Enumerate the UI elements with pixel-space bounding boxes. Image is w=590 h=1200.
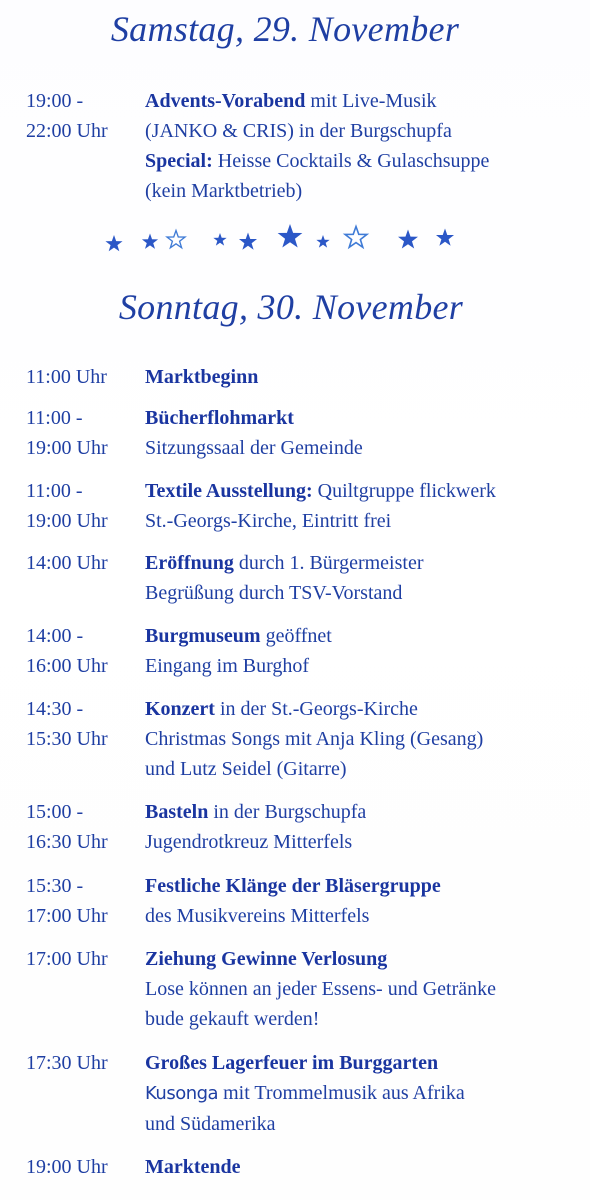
saturday-title: Samstag, 29. November bbox=[110, 9, 460, 49]
entry-title: Konzert bbox=[145, 698, 215, 720]
entry-description bbox=[145, 86, 575, 206]
entry-detail: Lose können an jeder Essens- und Getränke bbox=[145, 978, 496, 1000]
entry-title: Textile Ausstellung: bbox=[145, 480, 313, 502]
star-icon bbox=[436, 229, 454, 246]
sunday-title: Sonntag, 30. November bbox=[118, 287, 464, 327]
entry-title-rest: Quiltgruppe flickwerk bbox=[312, 480, 496, 502]
entry-description bbox=[145, 797, 575, 857]
entry-description bbox=[145, 621, 575, 681]
time-start: 14:00 - bbox=[26, 625, 84, 647]
entry-title: Basteln bbox=[145, 801, 209, 823]
entry-description bbox=[145, 1048, 575, 1139]
entry-title-rest: in der Burgschupfa bbox=[208, 801, 367, 823]
entry-description bbox=[145, 362, 575, 392]
entry-description bbox=[145, 871, 575, 931]
entry-detail: Begrüßung durch TSV-Vorstand bbox=[145, 582, 403, 604]
star-icon bbox=[239, 233, 257, 250]
star-icon bbox=[142, 234, 158, 249]
entry-detail: und Lutz Seidel (Gitarre) bbox=[145, 758, 347, 780]
time-end: 17:00 Uhr bbox=[26, 905, 108, 927]
time-end: 19:00 Uhr bbox=[26, 437, 108, 459]
entry-description bbox=[145, 1152, 575, 1182]
entry-detail: und Südamerika bbox=[145, 1113, 276, 1135]
time-start: 15:00 - bbox=[26, 801, 84, 823]
time-end: 19:00 Uhr bbox=[26, 510, 108, 532]
star-icon bbox=[213, 233, 226, 246]
star-row-icon bbox=[98, 218, 468, 262]
time-end: 22:00 Uhr bbox=[26, 120, 108, 142]
time-start: 11:00 - bbox=[26, 480, 83, 502]
entry-detail: (JANKO & CRIS) in der Burgschupfa bbox=[145, 120, 452, 142]
special-label: Special: bbox=[145, 150, 213, 172]
time-start: 19:00 - bbox=[26, 90, 84, 112]
entry-detail: Christmas Songs mit Anja Kling (Gesang) bbox=[145, 728, 484, 750]
entry-note: (kein Marktbetrieb) bbox=[145, 180, 303, 202]
entry-title: Großes Lagerfeuer im Burggarten bbox=[145, 1052, 439, 1074]
time-start: 14:30 - bbox=[26, 698, 84, 720]
time-start: 19:00 Uhr bbox=[26, 1156, 108, 1178]
star-icon bbox=[398, 230, 418, 249]
entry-title-rest: geöffnet bbox=[260, 625, 332, 647]
entry-title: Advents-Vorabend bbox=[145, 90, 306, 112]
time-start: 17:00 Uhr bbox=[26, 948, 108, 970]
entry-detail: mit Trommelmusik aus Afrika bbox=[218, 1082, 465, 1104]
entry-description bbox=[145, 694, 575, 784]
entry-title-rest: in der St.-Georgs-Kirche bbox=[214, 698, 418, 720]
special-text: Heisse Cocktails & Gulaschsuppe bbox=[212, 150, 490, 172]
time-start: 15:30 - bbox=[26, 875, 84, 897]
star-icon bbox=[105, 235, 122, 251]
entry-title: Bücherflohmarkt bbox=[145, 407, 294, 429]
star-icon bbox=[316, 235, 329, 248]
time-end: 16:00 Uhr bbox=[26, 655, 108, 677]
entry-detail: Eingang im Burghof bbox=[145, 655, 310, 677]
entry-detail: Jugendrotkreuz Mitterfels bbox=[145, 831, 353, 853]
entry-detail: bude gekauft werden! bbox=[145, 1008, 320, 1030]
entry-detail: Sitzungssaal der Gemeinde bbox=[145, 437, 363, 459]
entry-description bbox=[145, 476, 575, 536]
star-icon bbox=[278, 224, 303, 248]
handwritten-band-name: Kusonga bbox=[145, 1083, 219, 1104]
time-end: 16:30 Uhr bbox=[26, 831, 108, 853]
time-start: 11:00 Uhr bbox=[26, 366, 107, 388]
entry-description bbox=[145, 548, 575, 608]
star-icon bbox=[167, 231, 185, 248]
time-end: 15:30 Uhr bbox=[26, 728, 108, 750]
time-start: 14:00 Uhr bbox=[26, 552, 108, 574]
entry-title: Marktbeginn bbox=[145, 366, 259, 388]
entry-title: Ziehung Gewinne Verlosung bbox=[145, 948, 388, 970]
entry-description bbox=[145, 944, 575, 1034]
entry-title: Marktende bbox=[145, 1156, 241, 1178]
entry-title: Eröffnung bbox=[145, 552, 234, 574]
entry-title: Festliche Klänge der Bläsergruppe bbox=[145, 875, 441, 897]
entry-description bbox=[145, 403, 575, 463]
star-icon bbox=[345, 227, 367, 248]
entry-title-rest: mit Live-Musik bbox=[305, 90, 437, 112]
time-start: 11:00 - bbox=[26, 407, 83, 429]
time-start: 17:30 Uhr bbox=[26, 1052, 108, 1074]
entry-detail: des Musikvereins Mitterfels bbox=[145, 905, 370, 927]
entry-title-rest: durch 1. Bürgermeister bbox=[233, 552, 424, 574]
entry-detail: St.-Georgs-Kirche, Eintritt frei bbox=[145, 510, 392, 532]
entry-title: Burgmuseum bbox=[145, 625, 261, 647]
